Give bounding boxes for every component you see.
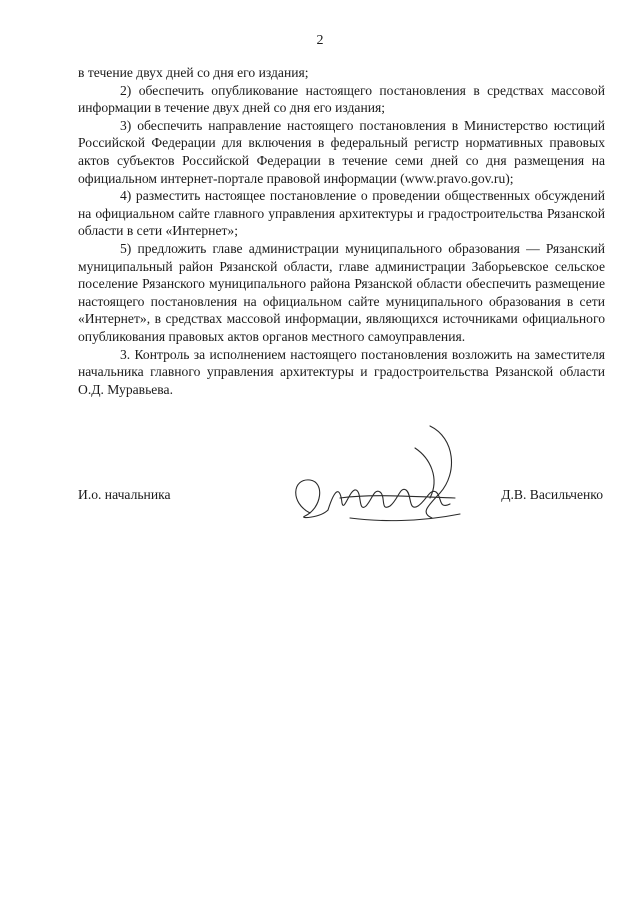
paragraph-item-4: 4) разместить настоящее постановление о проведении общественных обсуждений на официальном сайте главного управления архитектуры и градостроительства Рязанской области в сети «Интернет»; <box>78 188 605 239</box>
paragraph-item-3: 3) обеспечить направление настоящего постановления в Министерство юстиций Российской Федерации для включения в федеральный регистр нормативных правовых актов субъектов Российской Федерации в течение семи дней со дня размещения на официальном интернет-портале правовой информации (www.pravo.gov.ru); <box>78 117 605 186</box>
document-body <box>78 64 605 398</box>
paragraph-continuation: в течение двух дней со дня его издания; <box>78 65 309 80</box>
signatory-name: Д.В. Васильченко <box>501 487 603 502</box>
paragraph-item-5: 5) предложить главе администрации муниципального образования — Рязанский муниципальный район Рязанской области, главе администрации Заборьевское сельское поселение Рязанского муниципального района Рязанской области обеспечить размещение настоящего постановления на официальном сайте муниципального образования в сети «Интернет», в средствах массовой информации, являющихся источниками официального опубликования правовых актов органов местного самоуправления. <box>78 240 605 344</box>
paragraph-item-2: 2) обеспечить опубликование настоящего постановления в средствах массовой информации в течение двух дней со дня его издания; <box>78 82 605 116</box>
position-title: И.о. начальника <box>78 487 171 502</box>
signature-row <box>78 487 605 527</box>
page-number: 2 <box>316 33 324 48</box>
paragraph-control-clause: 3. Контроль за исполнением настоящего постановления возложить на заместителя начальника главного управления архитектуры и градостроительства Рязанской области О.Д. Муравьева. <box>78 346 605 397</box>
